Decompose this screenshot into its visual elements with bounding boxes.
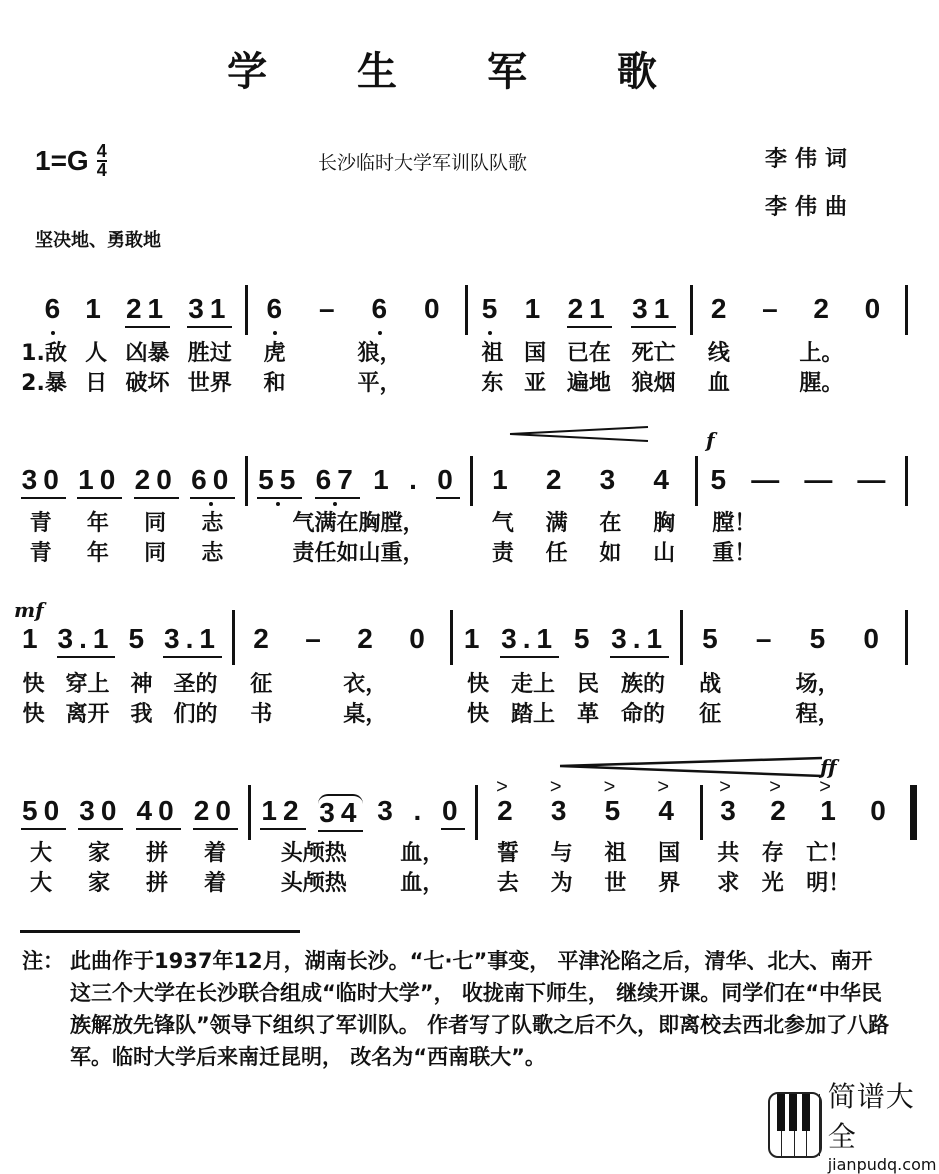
lyric-syllable: 责 <box>491 541 514 566</box>
note: 2 <box>253 623 275 654</box>
lyric-syllable: 年 <box>86 541 109 566</box>
lyric-syllable: 同 <box>144 511 167 536</box>
note: 6 <box>371 293 394 324</box>
watermark-logo <box>768 1075 939 1174</box>
lyric-syllable: 衣， <box>343 672 388 697</box>
note: . <box>409 464 423 495</box>
measure <box>476 463 691 507</box>
lyric-syllable: 快 <box>466 702 489 727</box>
measure <box>15 622 228 666</box>
note: 67 <box>315 463 360 499</box>
lyric-syllable: 世 <box>604 871 627 896</box>
lyric-syllable <box>867 366 889 397</box>
note: 34 <box>318 794 363 832</box>
lyric-syllable: 腥。 <box>799 371 844 396</box>
lyric-syllable: 战 <box>699 672 722 697</box>
lyric-verse-2 <box>12 697 228 728</box>
note: 3 <box>599 464 622 495</box>
lyric-verse-2 <box>251 536 466 567</box>
measure <box>686 622 901 666</box>
lyric-syllable: 血， <box>400 871 445 896</box>
lyric-verse-2 <box>254 866 471 897</box>
lyric-syllable <box>426 336 448 367</box>
lyric-verse-2 <box>12 366 241 397</box>
lyric-syllable: 着 <box>203 871 226 896</box>
lyric-syllable <box>412 667 434 698</box>
lyric-syllable: 同 <box>144 541 167 566</box>
lyric-syllable: 家 <box>87 871 110 896</box>
lyric-syllable: 族的 <box>620 672 665 697</box>
lyric-syllable: 光 <box>761 871 784 896</box>
lyric-syllable: 存 <box>761 841 784 866</box>
note: 0 <box>436 463 460 499</box>
lyric-syllable: 气满在胸膛， <box>292 511 425 536</box>
lyric-syllable: 拼 <box>145 841 168 866</box>
lyric-syllable <box>779 536 801 567</box>
lyric-syllable <box>297 697 319 728</box>
lyric-verse-2 <box>706 866 906 897</box>
note: 30 <box>21 463 66 499</box>
lyric-verse-1 <box>238 667 446 698</box>
lyric-syllable <box>873 866 895 897</box>
lyric-syllable: 离开 <box>65 702 110 727</box>
note: 0 <box>870 795 892 826</box>
lyric-verse-1 <box>706 836 906 867</box>
lyric-syllable: 与 <box>550 841 573 866</box>
note: 2 <box>545 464 568 495</box>
lyric-verse-1 <box>12 336 241 367</box>
barline <box>465 285 468 335</box>
lyric-syllable <box>867 336 889 367</box>
lyric-syllable: 求 <box>717 871 740 896</box>
note: 30 <box>78 794 123 830</box>
note: 6 <box>44 293 67 324</box>
lyric-syllable: 满 <box>545 511 568 536</box>
crescendo-hairpin <box>560 756 825 778</box>
lyric-syllable: 狼烟 <box>631 371 676 396</box>
time-signature <box>97 143 107 179</box>
lyric-syllable <box>310 366 332 397</box>
watermark-name: 简谱大全 <box>827 1080 915 1153</box>
lyric-syllable: 和 <box>263 371 286 396</box>
lyric-syllable: 明！ <box>806 871 851 896</box>
lyric-verse-1 <box>456 667 676 698</box>
lyric-syllable: 已在 <box>566 341 611 366</box>
lyric-syllable: 1.敌 <box>21 341 67 366</box>
lyric-syllable: 胸 <box>653 511 676 536</box>
measure <box>251 292 461 336</box>
barline <box>680 610 683 665</box>
note: 55 <box>257 463 302 499</box>
lyric-syllable: 虎 <box>263 341 286 366</box>
key-label: 1=G <box>35 145 89 176</box>
lyric-verse-2 <box>238 697 446 728</box>
note: . <box>413 795 428 826</box>
tempo-marking: 坚决地、勇敢地 <box>35 230 161 251</box>
barline <box>475 785 478 840</box>
lyric-syllable: 青 <box>29 511 52 536</box>
note: — <box>804 464 839 495</box>
note: 0 <box>864 293 887 324</box>
lyric-syllable <box>823 536 845 567</box>
note: 1 <box>492 464 514 495</box>
lyric-syllable: 祖 <box>604 841 627 866</box>
lyric-syllable: 大 <box>29 841 52 866</box>
lyric-syllable: 誓 <box>496 841 519 866</box>
lyric-verse-1 <box>701 506 901 537</box>
note: 0 <box>863 623 885 654</box>
lyric-syllable: 去 <box>496 871 519 896</box>
note: 5 <box>809 623 832 654</box>
note: 3.1 <box>57 622 116 658</box>
lyric-syllable: 狼， <box>357 341 402 366</box>
note: 5 <box>481 293 504 324</box>
lyric-syllable: 祖 <box>481 341 504 366</box>
note: 40 <box>136 794 181 830</box>
note: 5 <box>128 623 151 654</box>
lyric-verse-2 <box>686 697 901 728</box>
divider <box>20 930 300 933</box>
lyric-syllable: 国 <box>524 341 547 366</box>
note: > 1 <box>819 794 843 828</box>
lyric-verse-1 <box>471 336 686 367</box>
barline <box>905 610 908 665</box>
note: 3 <box>377 795 399 826</box>
lyric-syllable: 志 <box>201 511 224 536</box>
barline <box>690 285 693 335</box>
lyric-verse-2 <box>456 697 676 728</box>
lyric-syllable: 征 <box>699 702 722 727</box>
barline <box>905 285 908 335</box>
note: 10 <box>77 463 122 499</box>
note: 0 <box>409 623 431 654</box>
crescendo-hairpin <box>510 425 650 443</box>
lyric-syllable: 着 <box>203 841 226 866</box>
note: > 2 <box>496 794 520 828</box>
lyric-syllable: 快 <box>22 672 45 697</box>
note: 21 <box>567 292 612 328</box>
lyric-syllable: 命的 <box>620 702 665 727</box>
lyric-verse-1 <box>12 667 228 698</box>
lyric-verse-1 <box>251 506 466 537</box>
lyric-syllable: 踏上 <box>510 702 555 727</box>
note: 1 <box>463 623 486 654</box>
note: 3.1 <box>610 622 669 658</box>
measure <box>254 794 471 838</box>
barline <box>232 610 235 665</box>
note: 3.1 <box>500 622 559 658</box>
lyric-syllable: 们的 <box>173 702 218 727</box>
song-title: 学 生 军 歌 <box>227 48 695 95</box>
lyric-verse-2 <box>251 366 461 397</box>
lyric-syllable: 头颅热 <box>280 871 347 896</box>
measure <box>471 292 686 336</box>
lyric-syllable: 快 <box>466 672 489 697</box>
measure <box>701 463 901 507</box>
lyric-syllable: 快 <box>22 702 45 727</box>
lyric-syllable: 线 <box>707 341 730 366</box>
barline <box>450 610 453 665</box>
lyric-syllable: 血， <box>400 841 445 866</box>
measure <box>706 794 906 838</box>
note: 4 <box>653 464 675 495</box>
lyric-verse-1 <box>481 836 696 867</box>
dynamic-f: f <box>706 428 715 452</box>
note: > 2 <box>769 794 793 828</box>
lyric-syllable: 上。 <box>799 341 844 366</box>
footnote-label: 注： <box>22 949 64 973</box>
note: 1 <box>85 293 107 324</box>
measure <box>15 463 241 507</box>
lyric-syllable <box>866 697 888 728</box>
note: 6 <box>266 293 289 324</box>
measure <box>35 292 241 336</box>
footnote-text: 此曲作于1937年12月，湖南长沙。“七·七”事变， 平津沦陷之后，清华、北大、南开这三个大学在长沙联合组成“临时大学”， 收拢南下师生， 继续开课。同学们在“中华民族解放先锋队”领导下组织了军训队。 作者写了队歌之后不久，即离校去西北参加了八路军。临时大学后来南迁昆明， 改名为“西南联大”。 <box>70 949 890 1069</box>
lyric-syllable: 血 <box>707 371 730 396</box>
lyric-syllable: 平， <box>357 371 402 396</box>
barline <box>245 285 248 335</box>
lyric-syllable: 如 <box>599 541 622 566</box>
lyric-syllable: 人 <box>85 341 108 366</box>
lyric-verse-1 <box>686 667 901 698</box>
lyric-syllable: 共 <box>717 841 740 866</box>
measure <box>696 292 901 336</box>
note: 31 <box>187 292 232 328</box>
lyric-syllable: 大 <box>29 871 52 896</box>
lyric-verse-1 <box>476 506 691 537</box>
lyric-syllable: 家 <box>87 841 110 866</box>
note: 50 <box>21 794 66 830</box>
lyric-syllable: 穿上 <box>65 672 110 697</box>
lyric-verse-1 <box>12 506 241 537</box>
lyric-verse-2 <box>12 536 241 567</box>
lyric-syllable <box>297 667 319 698</box>
lyric-syllable: 民 <box>576 672 599 697</box>
dynamic-mf: mf <box>14 598 44 622</box>
note: > 3 <box>550 794 574 828</box>
note: 3.1 <box>163 622 222 658</box>
lyric-syllable: 志 <box>201 541 224 566</box>
lyricist-credit: 李伟词 <box>765 147 856 172</box>
lyric-syllable <box>412 697 434 728</box>
composer-credit: 李伟曲 <box>765 195 856 220</box>
lyric-syllable: 重！ <box>712 541 757 566</box>
note: 20 <box>134 463 179 499</box>
time-top: 4 <box>96 141 107 161</box>
lyric-syllable: 日 <box>85 371 108 396</box>
lyric-syllable <box>868 536 890 567</box>
lyric-syllable <box>310 336 332 367</box>
lyric-syllable: 青 <box>29 541 52 566</box>
lyric-syllable: 破坏 <box>125 371 170 396</box>
lyric-syllable: 桌， <box>343 702 388 727</box>
measure <box>238 622 446 666</box>
measure <box>251 463 466 507</box>
note: > 4 <box>657 794 681 828</box>
lyric-syllable: 头颅热 <box>280 841 347 866</box>
lyric-syllable <box>823 506 845 537</box>
lyric-verse-1 <box>251 336 461 367</box>
lyric-syllable <box>754 366 776 397</box>
barline <box>700 785 703 840</box>
lyric-verse-1 <box>254 836 471 867</box>
note: – <box>318 293 341 324</box>
note: 31 <box>631 292 676 328</box>
note: 1 <box>21 623 44 654</box>
lyric-syllable: 在 <box>599 511 622 536</box>
lyric-verse-1 <box>12 836 244 867</box>
lyric-syllable: 气 <box>491 511 514 536</box>
note: 20 <box>193 794 238 830</box>
lyric-syllable: 亚 <box>524 371 547 396</box>
lyric-syllable: 亡！ <box>806 841 851 866</box>
barline <box>245 456 248 506</box>
subtitle: 长沙临时大学军训队队歌 <box>318 152 528 174</box>
lyric-syllable: 凶暴 <box>125 341 170 366</box>
watermark-url: jianpudq.com <box>827 1155 937 1174</box>
note: 5 <box>710 464 733 495</box>
note: 5 <box>702 623 724 654</box>
lyric-syllable: 界 <box>658 871 681 896</box>
note: 12 <box>260 794 305 830</box>
note: 5 <box>573 623 596 654</box>
lyric-syllable: 山 <box>653 541 676 566</box>
measure <box>481 794 696 838</box>
note: — <box>857 464 892 495</box>
lyric-verse-2 <box>696 366 901 397</box>
note: – <box>762 293 784 324</box>
lyric-syllable: 世界 <box>187 371 232 396</box>
lyric-syllable <box>426 366 448 397</box>
lyric-syllable <box>747 667 769 698</box>
measure <box>15 794 244 838</box>
lyric-syllable: 遍地 <box>566 371 611 396</box>
lyric-verse-2 <box>12 866 244 897</box>
lyric-syllable: 国 <box>658 841 681 866</box>
lyric-syllable: 征 <box>250 672 273 697</box>
note: – <box>305 623 327 654</box>
lyric-syllable: 东 <box>481 371 504 396</box>
lyric-syllable: 场， <box>795 672 840 697</box>
lyric-syllable: 死亡 <box>631 341 676 366</box>
lyric-syllable: 2.暴 <box>21 371 67 396</box>
barline <box>695 456 698 506</box>
measure <box>456 622 676 666</box>
note: 21 <box>125 292 170 328</box>
lyric-syllable: 年 <box>86 511 109 536</box>
dynamic-ff: ff <box>820 755 837 779</box>
note: 2 <box>357 623 379 654</box>
lyric-syllable: 圣的 <box>173 672 218 697</box>
key-signature <box>35 143 107 179</box>
lyric-syllable <box>873 836 895 867</box>
barline <box>470 456 473 506</box>
lyric-syllable: 我 <box>130 702 153 727</box>
note: — <box>751 464 786 495</box>
note: 2 <box>813 293 835 324</box>
lyric-syllable <box>866 667 888 698</box>
time-bottom: 4 <box>96 160 107 180</box>
note: > 3 <box>719 794 743 828</box>
piano-keys-icon <box>768 1092 822 1158</box>
lyric-syllable <box>868 506 890 537</box>
lyric-syllable: 程， <box>795 702 840 727</box>
lyric-syllable: 走上 <box>510 672 555 697</box>
lyric-syllable <box>747 697 769 728</box>
lyric-syllable: 任 <box>545 541 568 566</box>
lyric-syllable: 神 <box>130 672 153 697</box>
note: – <box>755 623 778 654</box>
lyric-verse-2 <box>701 536 901 567</box>
lyric-verse-2 <box>476 536 691 567</box>
lyric-verse-2 <box>471 366 686 397</box>
note: 1 <box>524 293 547 324</box>
note: 60 <box>190 463 235 499</box>
lyric-syllable: 革 <box>576 702 599 727</box>
lyric-syllable: 责任如山重， <box>292 541 425 566</box>
note: 0 <box>423 293 446 324</box>
lyric-syllable: 拼 <box>145 871 168 896</box>
lyric-verse-2 <box>481 866 696 897</box>
barline <box>248 785 251 840</box>
note: 2 <box>710 293 733 324</box>
note: 1 <box>373 464 395 495</box>
lyric-syllable <box>779 506 801 537</box>
note: 0 <box>441 794 465 830</box>
lyric-verse-1 <box>696 336 901 367</box>
lyric-syllable: 书 <box>250 702 273 727</box>
lyric-syllable: 膛！ <box>712 511 757 536</box>
lyric-syllable: 胜过 <box>187 341 232 366</box>
footnote <box>22 945 892 1073</box>
lyric-syllable: 为 <box>550 871 573 896</box>
barline <box>905 456 908 506</box>
final-barline <box>910 785 917 840</box>
note: > 5 <box>604 794 628 828</box>
lyric-syllable <box>754 336 776 367</box>
